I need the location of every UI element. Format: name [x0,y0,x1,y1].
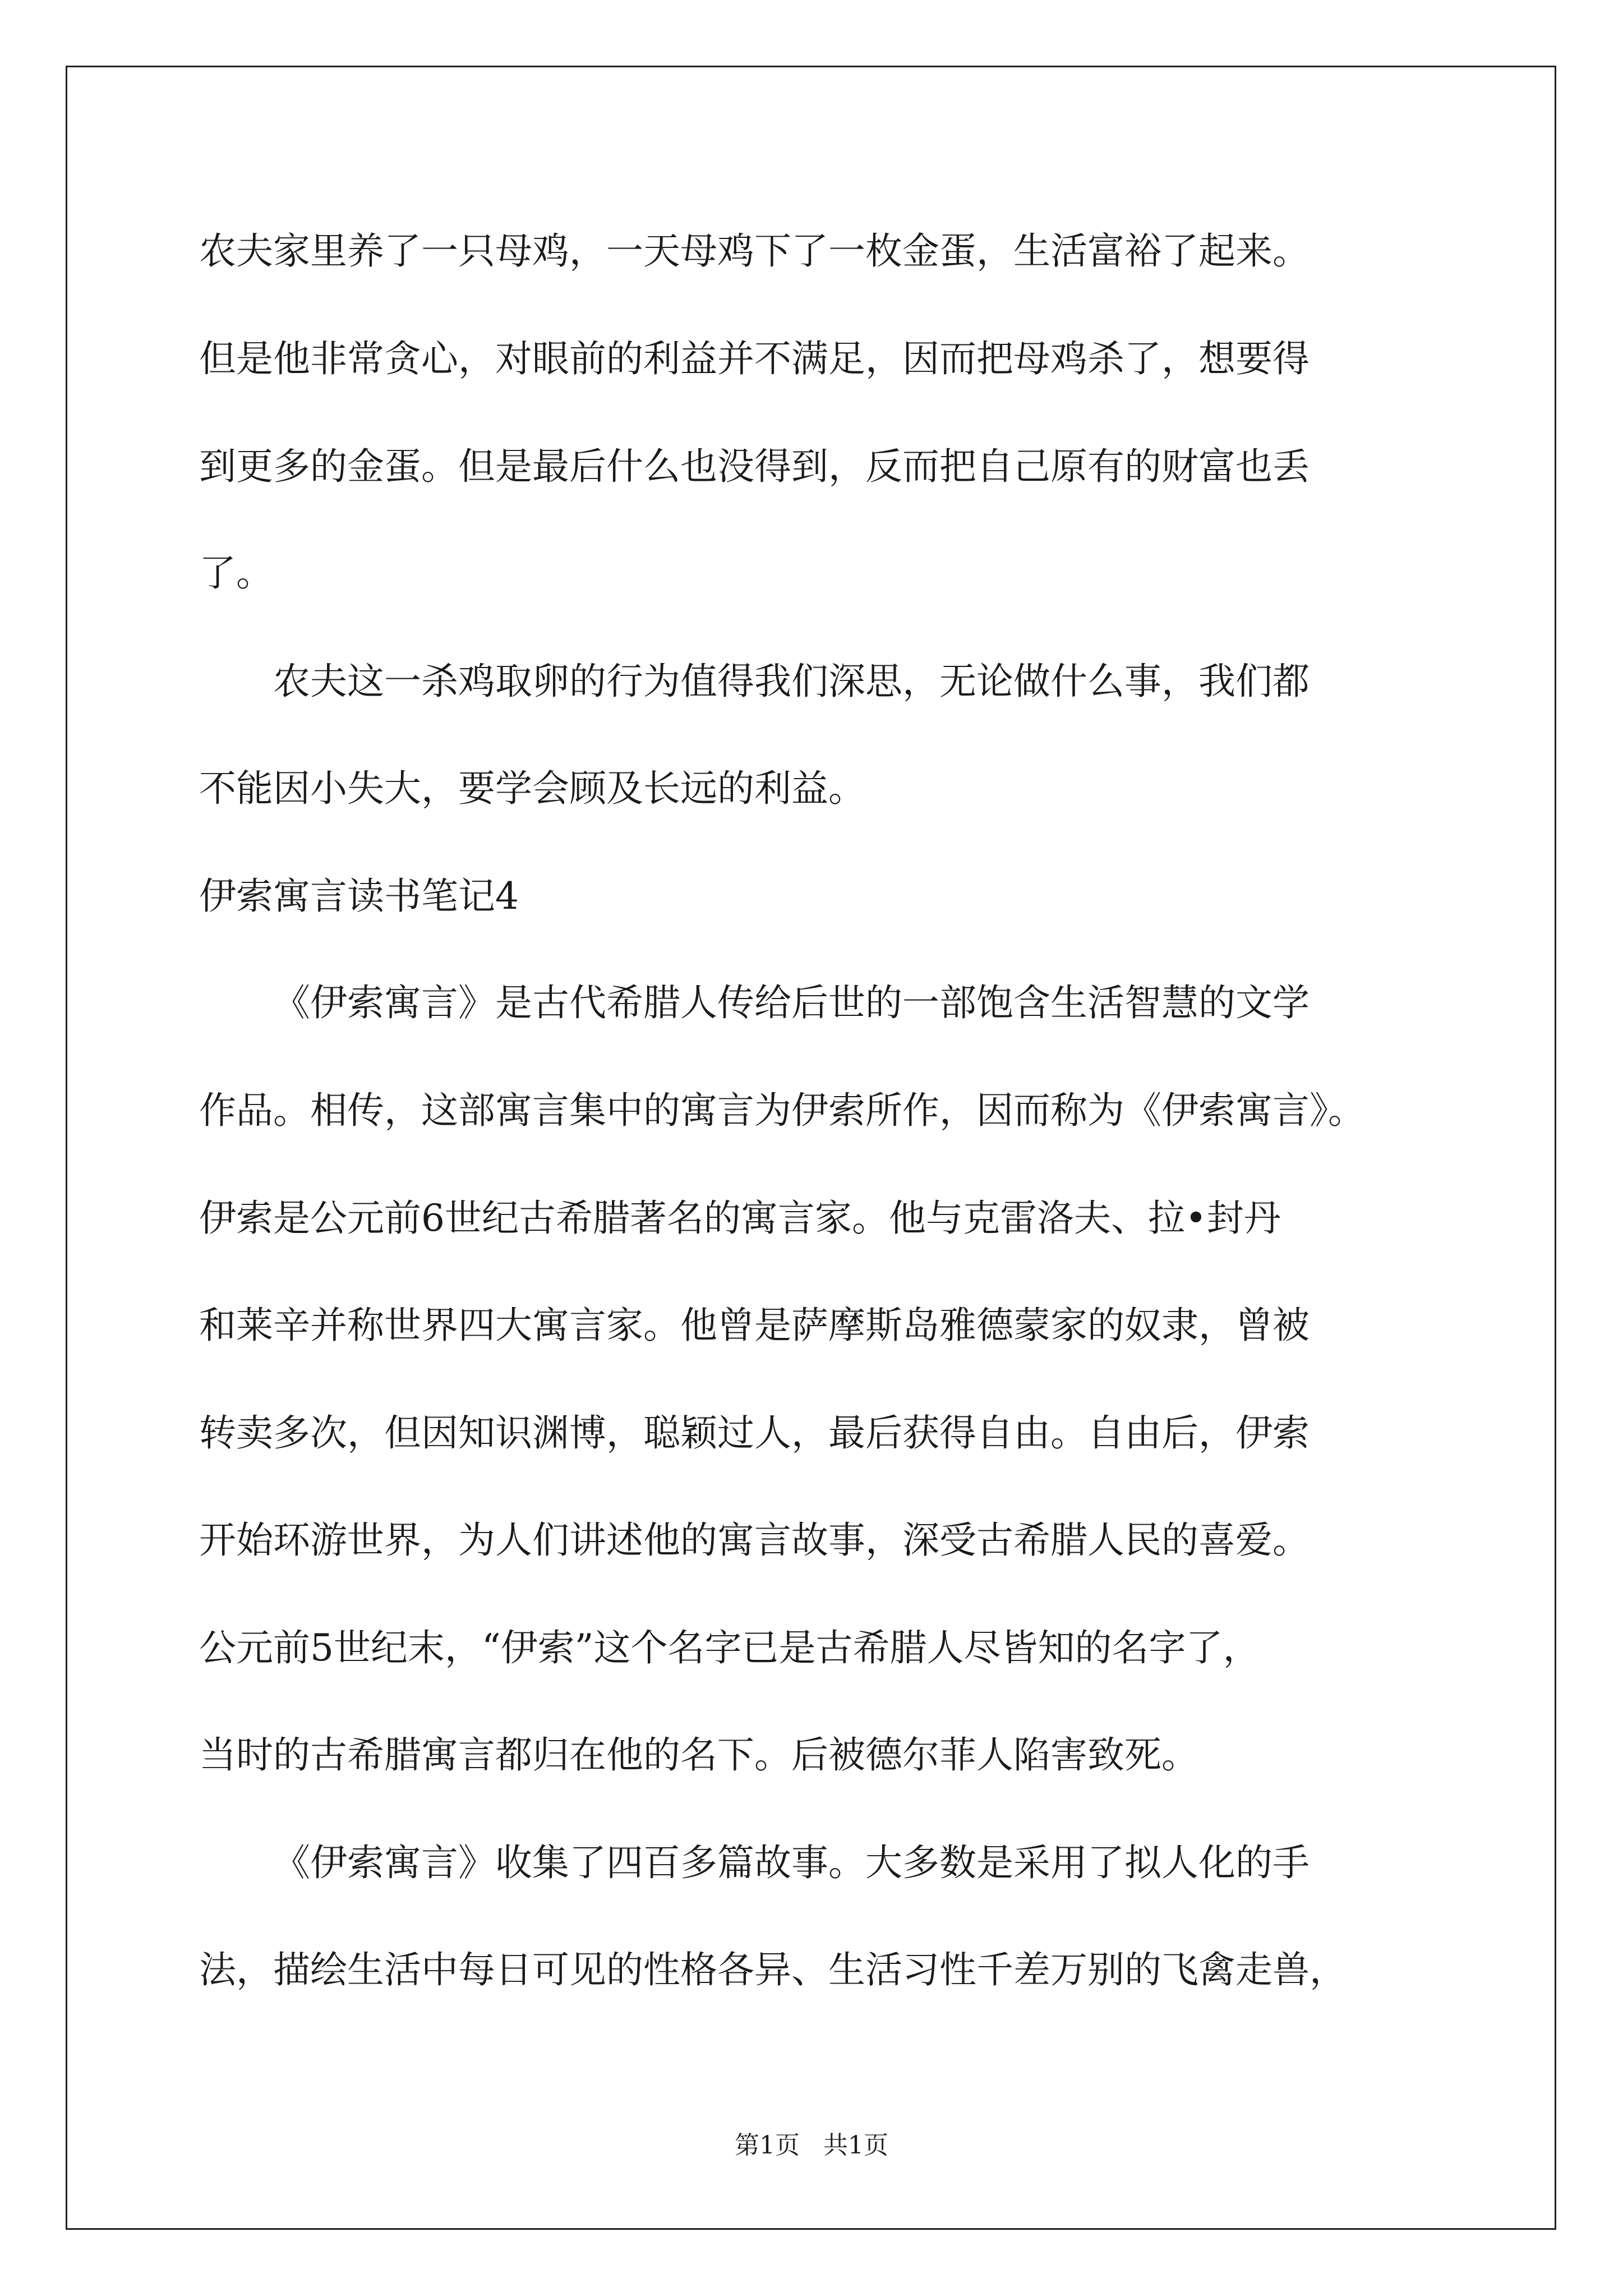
paragraph-line: 和莱辛并称世界四大寓言家。他曾是萨摩斯岛雅德蒙家的奴隶，曾被 [199,1304,1310,1347]
section-heading: 伊索寓言读书笔记4 [199,875,519,918]
paragraph-line: 但是他非常贪心，对眼前的利益并不满足，因而把母鸡杀了，想要得 [199,337,1310,380]
paragraph-line: 了。 [199,551,273,595]
paragraph-line: 农夫这一杀鸡取卵的行为值得我们深思，无论做什么事，我们都 [273,660,1310,703]
paragraph-line: 公元前5世纪末，“伊索”这个名字已是古希腊人尽皆知的名字了， [199,1626,1260,1669]
page-footer: 第1页 共1页 [735,2131,888,2160]
paragraph-line: 到更多的金蛋。但是最后什么也没得到，反而把自己原有的财富也丢 [199,445,1310,488]
paragraph-line: 转卖多次，但因知识渊博，聪颖过人，最后获得自由。自由后，伊索 [199,1411,1310,1455]
paragraph-line: 开始环游世界，为人们讲述他的寓言故事，深受古希腊人民的喜爱。 [199,1519,1310,1562]
paragraph-line: 《伊索寓言》收集了四百多篇故事。大多数是采用了拟人化的手 [273,1841,1310,1884]
paragraph-line: 农夫家里养了一只母鸡，一天母鸡下了一枚金蛋，生活富裕了起来。 [199,229,1310,273]
paragraph-line: 《伊索寓言》是古代希腊人传给后世的一部饱含生活智慧的文学 [273,981,1310,1024]
paragraph-line: 作品。相传，这部寓言集中的寓言为伊索所作，因而称为《伊索寓言》。 [199,1089,1365,1132]
paragraph-line: 不能因小失大，要学会顾及长远的利益。 [199,767,865,810]
paragraph-line: 当时的古希腊寓言都归在他的名下。后被德尔菲人陷害致死。 [199,1733,1198,1777]
paragraph-line: 伊索是公元前6世纪古希腊著名的寓言家。他与克雷洛夫、拉•封丹 [199,1197,1281,1240]
paragraph-line: 法，描绘生活中每日可见的性格各异、生活习性千差万别的飞禽走兽， [199,1948,1347,1991]
page-border [66,66,1556,2230]
